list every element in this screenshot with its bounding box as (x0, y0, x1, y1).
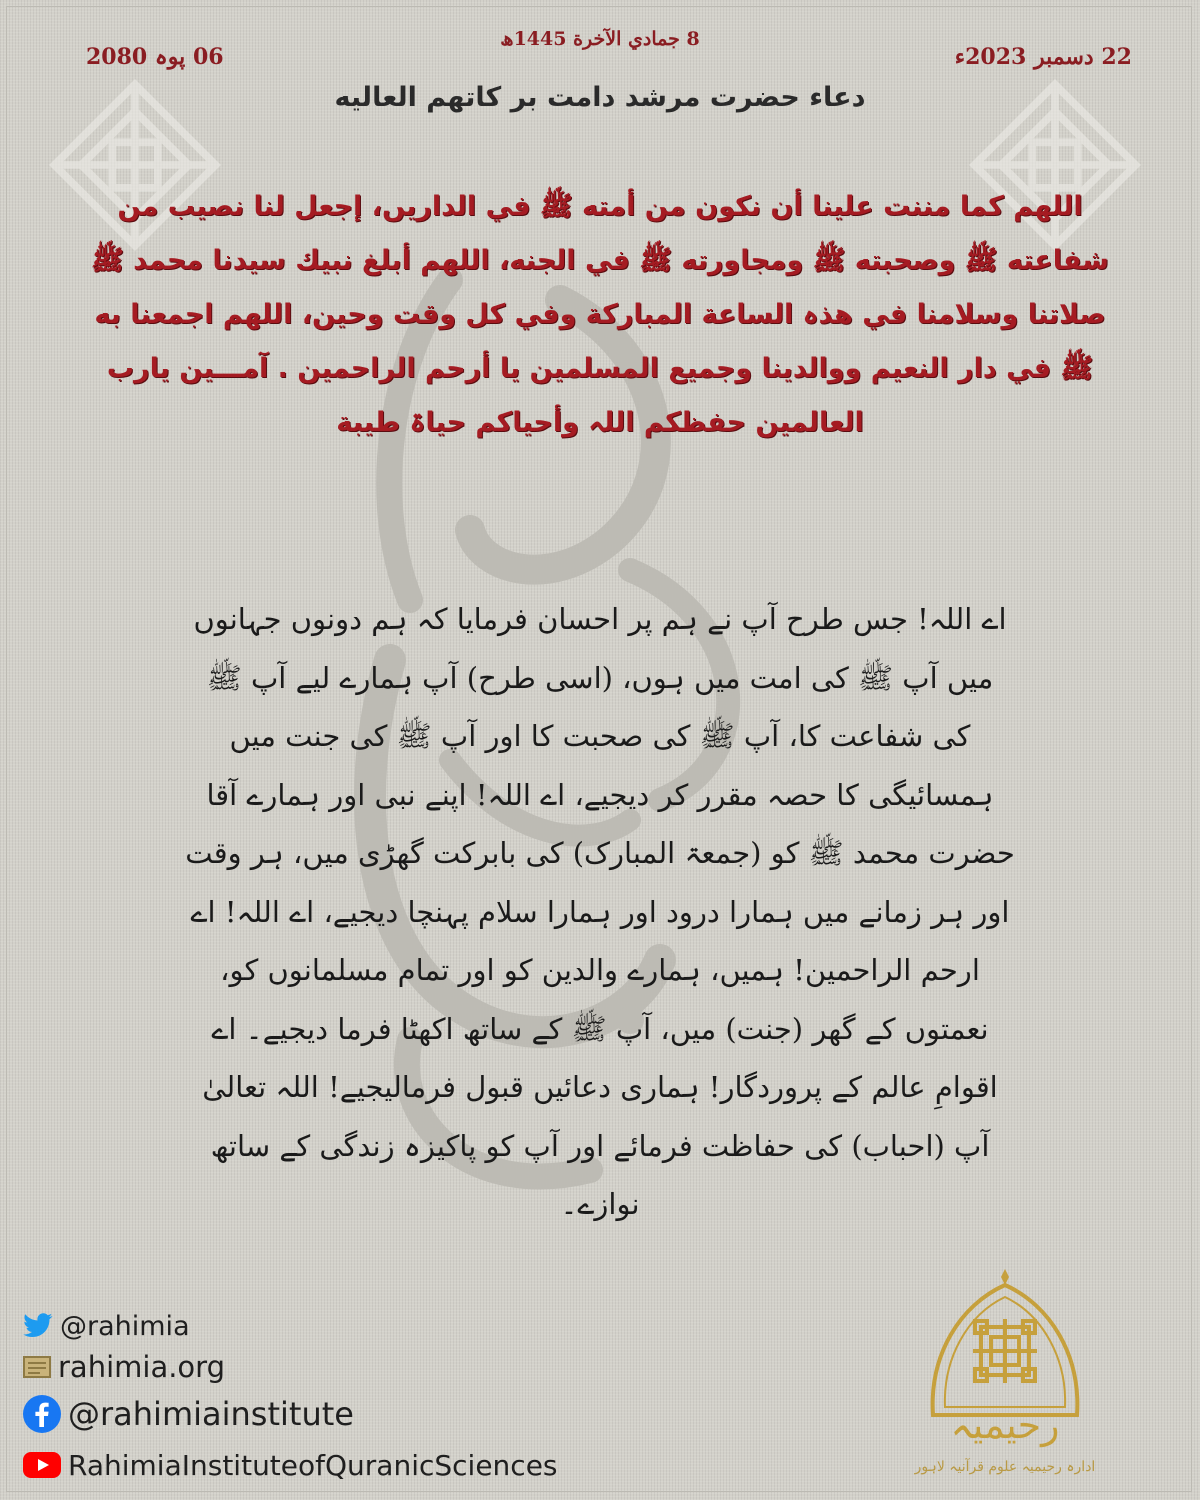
rahimia-logo (905, 1265, 1105, 1495)
facebook-link[interactable] (22, 1388, 558, 1440)
facebook-handle: @rahimiainstitute (68, 1395, 354, 1433)
logo-subtitle: ادارہ رحیمیہ علوم قرآنیہ لاہور (914, 1459, 1096, 1475)
logo-wordmark: رحیمیہ (950, 1403, 1060, 1447)
gregorian-date: 22 دسمبر 2023ء (954, 44, 1132, 70)
twitter-handle: @rahimia (60, 1310, 190, 1342)
arabic-dua-text: اللھم کما مننت علینا أن نکون من أمته ﷺ في الداریں، إجعل لنا نصیب من شفاعته ﷺ وصحبته ﷺ ومجاورته ﷺ في الجنه، اللھم أبلغ نبیك سیدنا محمد ﷺ صلاتنا وسلامنا في ھذہ الساعة المبارکة وفي کل وقت وحین، اللھم اجمعنا به ﷺ في دار النعیم ووالدینا وجمیع المسلمین یا أرحم الراحمین . آمـــین یارب العالمین حفظکم اللہ وأحیاکم حیاۃ طیبة (91, 191, 1109, 438)
bikrami-date: 06 پوہ 2080 (86, 44, 224, 70)
youtube-icon (22, 1451, 62, 1479)
youtube-link[interactable] (22, 1440, 558, 1490)
facebook-icon (22, 1394, 62, 1434)
urdu-translation-text: اے اللہ! جس طرح آپ نے ہم پر احسان فرمایا کہ ہم دونوں جہانوں میں آپ ﷺ کی امت میں ہوں، (اسی طرح) آپ ہمارے لیے آپ ﷺ کی شفاعت کا، آپ ﷺ کی صحبت کا اور آپ ﷺ کی جنت میں ہمسائیگی کا حصہ مقرر کر دیجیے، اے اللہ! اپنے نبی اور ہمارے آقا حضرت محمد ﷺ کو (جمعۃ المبارک) کی بابرکت گھڑی میں، ہر وقت اور ہر زمانے میں ہمارا درود اور ہمارا سلام پہنچا دیجیے، اے اللہ! اے ارحم الراحمین! ہمیں، ہمارے والدین کو اور تمام مسلمانوں کو، نعمتوں کے گھر (جنت) میں، آپ ﷺ کے ساتھ اکھٹا فرما دیجیے۔ اے اقوامِ عالم کے پروردگار! ہماری دعائیں قبول فرمالیجیے! اللہ تعالیٰ آپ (احباب) کی حفاظت فرمائے اور آپ کو پاکیزہ زندگی کے ساتھ نوازے۔ (185, 602, 1015, 1221)
hijri-date: 8 جمادي الآخرة 1445ھ (500, 28, 700, 50)
social-links (22, 1306, 558, 1490)
youtube-channel: RahimiaInstituteofQuranicSciences (68, 1448, 558, 1482)
globe-icon (22, 1354, 52, 1380)
page-title: دعاء حضرت مرشد دامت بر کاتھم العالیه (334, 82, 866, 113)
twitter-icon (22, 1313, 54, 1339)
website-link[interactable] (22, 1346, 558, 1388)
website-url: rahimia.org (58, 1350, 225, 1384)
twitter-link[interactable] (22, 1306, 558, 1346)
